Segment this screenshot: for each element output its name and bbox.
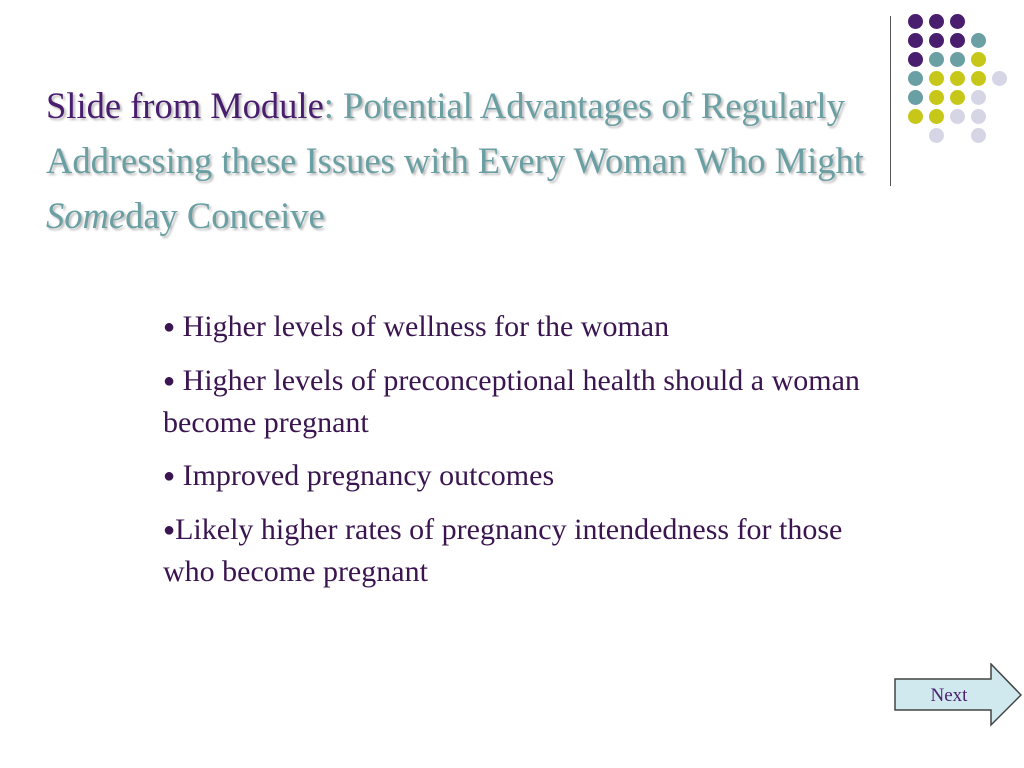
- dot: [929, 14, 944, 29]
- dot: [950, 33, 965, 48]
- dot: [971, 128, 986, 143]
- bullet-icon: ●: [163, 519, 176, 541]
- bullet-list: [163, 306, 863, 604]
- dot: [929, 109, 944, 124]
- dot: [971, 52, 986, 67]
- title-part-2: day Conceive: [125, 195, 325, 236]
- bullet-item: [163, 360, 863, 443]
- dot: [992, 71, 1007, 86]
- dot: [971, 90, 986, 105]
- next-button[interactable]: [894, 663, 1022, 727]
- dot: [992, 52, 1007, 67]
- bullet-icon: ●: [163, 316, 176, 338]
- dot: [992, 128, 1007, 143]
- dot: [950, 14, 965, 29]
- dot: [929, 128, 944, 143]
- dot: [950, 90, 965, 105]
- dot: [950, 52, 965, 67]
- dot: [950, 128, 965, 143]
- dot: [992, 90, 1007, 105]
- dot: [929, 90, 944, 105]
- dot: [908, 109, 923, 124]
- dot: [971, 33, 986, 48]
- bullet-item: [163, 509, 863, 592]
- dot: [908, 33, 923, 48]
- title-lead: Slide from Module: [46, 85, 324, 126]
- dot: [929, 52, 944, 67]
- dot: [971, 14, 986, 29]
- dot: [992, 14, 1007, 29]
- bullet-text: Likely higher rates of pregnancy intendedness for those who become pregnant: [163, 513, 843, 588]
- next-button-label: Next: [930, 685, 968, 706]
- dot: [908, 90, 923, 105]
- dot: [971, 109, 986, 124]
- dot: [929, 33, 944, 48]
- dot: [908, 71, 923, 86]
- dot: [950, 109, 965, 124]
- bullet-text: Higher levels of preconceptional health should a woman become pregnant: [163, 364, 860, 439]
- title-italic: Some: [46, 195, 126, 236]
- dot: [908, 14, 923, 29]
- title-part-1: : Potential Advantages of Regularly Addressing these Issues with Every Woman Who Might: [46, 85, 864, 181]
- bullet-icon: ●: [163, 370, 176, 392]
- bullet-text: Improved pregnancy outcomes: [175, 459, 555, 492]
- dot: [908, 52, 923, 67]
- bullet-item: [163, 306, 863, 348]
- bullet-icon: ●: [163, 465, 176, 487]
- dot: [929, 71, 944, 86]
- dot: [992, 109, 1007, 124]
- dot: [950, 71, 965, 86]
- bullet-text: Higher levels of wellness for the woman: [175, 310, 670, 343]
- dot: [971, 71, 986, 86]
- bullet-item: [163, 455, 863, 497]
- decorative-dot-grid: [908, 14, 1007, 143]
- vertical-divider: [890, 16, 891, 186]
- slide-title: [46, 78, 886, 243]
- dot: [908, 128, 923, 143]
- dot: [992, 33, 1007, 48]
